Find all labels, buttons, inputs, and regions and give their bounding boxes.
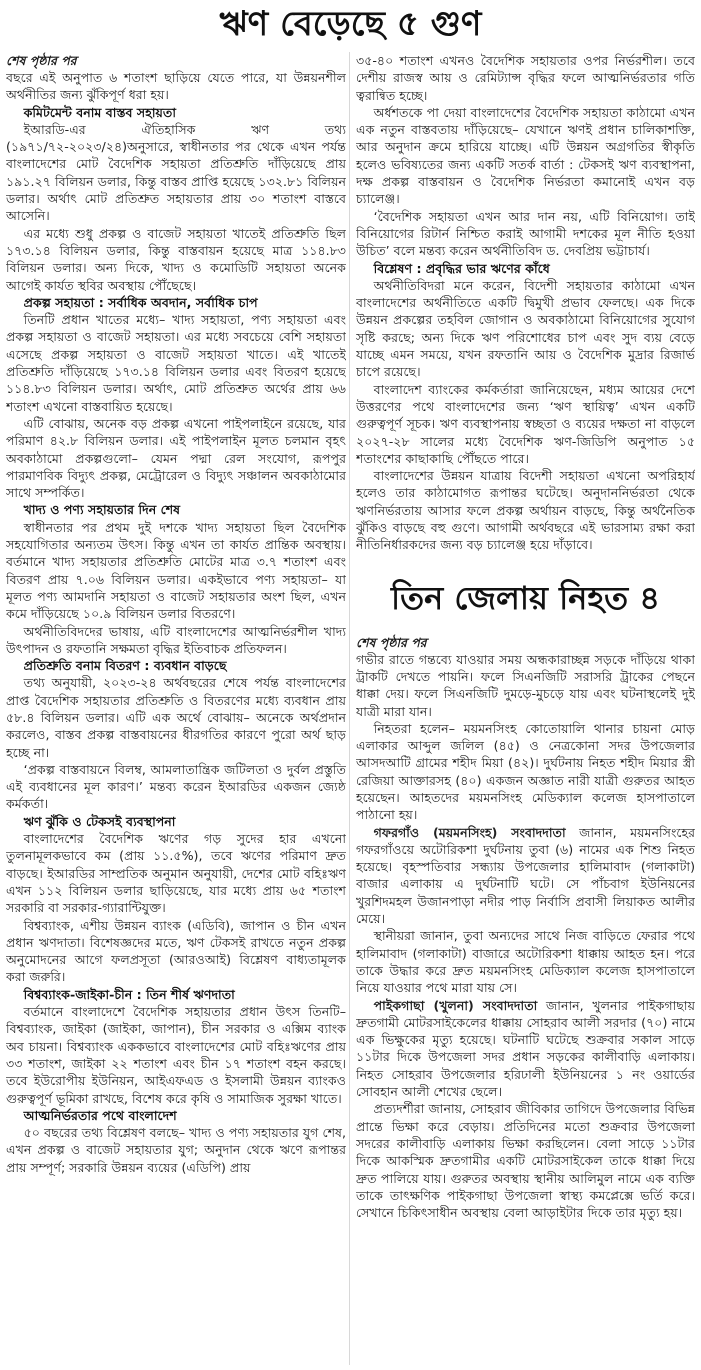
dateline-lead: পাইকগাছা (খুলনা) সংবাদদাতা [373, 997, 538, 1013]
paragraph: বিশ্বব্যাংক, এশীয় উন্নয়ন ব্যাংক (এডিবি), জাপান ও চীন এখন প্রধান ঋণদাতা। বিশেষজ্ঞদের মতে, ঋণ টেকসই রাখতে নতুন প্রকল্প অনুমোদনের আগে ফলপ্রসূতা (আরওআই) বিশ্লেষণ বাধ্যতামূলক করা জরুরি। [6, 917, 346, 985]
article2-kicker: শেষ পৃষ্ঠার পর [356, 634, 427, 650]
dateline-lead: গফরগাঁও (ময়মনসিংহ) সংবাদদাতা [373, 824, 566, 840]
paragraph: ইআরডি-এর ঐতিহাসিক ঋণ তথ্য (১৯৭১/৭২-২০২৩/২৪)অনুসারে, স্বাধীনতার পর থেকে এখন পর্যন্ত বাংলাদেশের মোট বৈদেশিক সহায়তা প্রতিশ্রুতি দাঁড়িয়েছে প্রায় ১৯১.২৭ বিলিয়ন ডলার, কিন্তু বাস্তব প্রাপ্তি হয়েছে ১৩২.৮১ বিলিয়ন ডলার। অর্থাৎ মোট প্রতিশ্রুত সহায়তার প্রায় ৩০ শতাংশ বাস্তবে আসেনি। [6, 121, 346, 224]
paragraph: বাংলাদেশের বৈদেশিক ঋণের গড় সুদের হার এখনো তুলনামূলকভাবে কম (প্রায় ১১.৫%), তবে ঋণের পরিমাণ দ্রুত বাড়ছে। ইআরডির সাম্প্রতিক অনুমান অনুযায়ী, দেশের মোট বহিঃঋণ এখন ১১২ বিলিয়ন ডলার ছাড়িয়েছে, যার মধ্যে প্রায় ৬৫ শতাংশ সরকারি বা সরকার-গ্যারান্টিযুক্ত। [6, 831, 346, 916]
section-subheading: প্রতিশ্রুতি বনাম বিতরণ : ব্যবধান বাড়ছে [23, 658, 227, 674]
right-column [356, 52, 695, 1368]
paragraph: অর্থনীতিবিদদের ভাষায়, এটি বাংলাদেশের আত্মনির্ভরশীল খাদ্য উৎপাদন ও রফতানি সক্ষমতা বৃদ্ধির ইতিবাচক প্রতিফলন। [6, 623, 346, 656]
column-divider [349, 52, 350, 1365]
article1-kicker: শেষ পৃষ্ঠার পর [6, 53, 77, 68]
paragraph: ৫০ বছরের তথ্য বিশ্লেষণ বলছে– খাদ্য ও পণ্য সহায়তার যুগ শেষ, এখন প্রকল্প ও বাজেট সহায়তার যুগ; অনুদান থেকে ঋণে রূপান্তর প্রায় সম্পূর্ণ; সরকারি উন্নয়ন ব্যয়ের (এডিপি) প্রায় [6, 1125, 346, 1175]
paragraph: অর্থনীতিবিদরা মনে করেন, বিদেশী সহায়তার কাঠামো এখন বাংলাদেশের অর্থনীতিতে একটি দ্বিমুখী প্রভাব ফেলছে। এক দিকে উন্নয়ন প্রকল্পের তহবিল জোগান ও অবকাঠামো বিনিয়োগের সুযোগ সৃষ্টি করছে; অন্য দিকে ঋণ পরিশোধের চাপ এবং সুদ ব্যয় বেড়ে যাচ্ছে এমন সময়ে, যখন রফতানি আয় ও বৈদেশিক মুদ্রার রিজার্ভ চাপে রয়েছে। [356, 277, 695, 380]
article1-left-column [6, 52, 346, 1368]
paragraph: নিহতরা হলেন– ময়মনসিংহ কোতোয়ালি থানার চায়না মোড় এলাকার আব্দুল জলিল (৪৫) ও নেত্রকোনা সদর উপজেলার আসদআটি গ্রামের শহীদ মিয়া (৪২)। দুর্ঘটনায় নিহত শহীদ মিয়ার স্ত্রী রেজিয়া আক্তারসহ (৪০) একজন অজ্ঞাত নারী যাত্রী গুরুতর আহত হয়েছেন। আহতদের ময়মনসিংহ মেডিক্যাল কলেজ হাসপাতালে পাঠানো হয়। [356, 720, 695, 823]
paragraph: স্থানীয়রা জানান, তুবা অন্যদের সাথে নিজ বাড়িতে ফেরার পথে হালিমাবাদ (গলাকাটা) বাজারে অটোরিকশা ধাক্কায় আহত হন। পরে তাকে উদ্ধার করে দ্রুত ময়মনসিংহ মেডিক্যাল কলেজ হাসপাতালে নিয়ে যাওয়ার পথে মারা যায় সে। [356, 928, 695, 996]
paragraph-text: জানান, খুলনার পাইকগাছায় দ্রুতগামী মোটরসাইকেলের ধাক্কায় সোহরাব আলী সরদার (৭০) নামে এক ভিক্ষুকের মৃত্যু হয়েছে। ঘটনাটি ঘটেছে শুক্রবার সকাল সাড়ে ১১টার দিকে উপজেলা সদর প্রধান সড়কের কালীবাড়ি এলাকায়। নিহত সোহরাব উপজেলার হরিঢালী ইউনিয়নের ১ নং ওয়ার্ডের সোবহান আলী শেখের ছেলে। [356, 997, 695, 1100]
article2 [356, 576, 695, 1222]
paragraph: বাংলাদেশের উন্নয়ন যাত্রায় বিদেশী সহায়তা এখনো অপরিহার্য হলেও তার কাঠামোগত রূপান্তর ঘটেছে। অনুদাননির্ভরতা থেকে ঋণনির্ভরতায় আসার ফলে প্রকল্প অর্থায়ন বাড়ছে, কিন্তু অর্থনৈতিক ঝুঁকিও বাড়ছে বহু গুণে। আগামী অর্থবছরে এই ভারসাম্য রক্ষা করা নীতিনির্ধারকদের জন্য বড় চ্যালেঞ্জ হয়ে দাঁড়াবে। [356, 468, 695, 553]
paragraph [356, 997, 695, 1101]
article1-left-body [6, 69, 346, 1176]
paragraph: প্রত্যদর্শীরা জানায়, সোহরাব জীবিকার তাগিদে উপজেলার বিভিন্ন প্রান্তে ভিক্ষা করে বেড়ায়। প্রতিদিনের মতো শুক্রবার উপজেলা সদরের কালীবাড়ি এলাকায় ভিক্ষা করছিলেন। বেলা সাড়ে ১১টার দিকে আকস্মিক দ্রুতগামীর একটি মোটরসাইকেল তাকে ধাক্কা দিয়ে দ্রুত পালিয়ে যায়। গুরুতর অবস্থায় স্থানীয় আলিমুল নামে এক ব্যক্তি তাকে তাৎক্ষণিক পাইকগাছা উপজেলা স্বাস্থ্য কমপ্লেক্সে ভর্তি করে। সেখানে চিকিৎসাধীন অবস্থায় বেলা আড়াইটার দিকে তার মৃত্যু হয়। [356, 1101, 695, 1221]
section-subheading: বিশ্লেষণ : প্রবৃদ্ধির ভার ঋণের কাঁধে [373, 260, 550, 276]
article1-headline: ঋণ বেড়েছে ৫ গুণ [219, 4, 482, 44]
section-subheading: খাদ্য ও পণ্য সহায়তার দিন শেষ [23, 502, 181, 518]
paragraph [356, 824, 695, 928]
paragraph: তিনটি প্রধান খাতের মধ্যে– খাদ্য সহায়তা, পণ্য সহায়তা এবং প্রকল্প সহায়তা ও বাজেট সহায়তা। এর মধ্যে সবচেয়ে বেশি সহায়তা এসেছে প্রকল্প সহায়তা ও বাজেট সহায়তা খাতে। এই খাতেই প্রতিশ্রুতি দাঁড়িয়েছে ১৭৩.১৪ বিলিয়ন ডলার এবং বিতরণ হয়েছে ১১৪.৮৩ বিলিয়ন ডলার। অর্থাৎ, মোট প্রতিশ্রুত অর্থের প্রায় ৬৬ শতাংশ এখনো বাস্তবায়িত হয়েছে। [6, 312, 346, 414]
paragraph: ৩৫-৪০ শতাংশ এখনও বৈদেশিক সহায়তার ওপর নির্ভরশীল। তবে দেশীয় রাজস্ব আয় ও রেমিট্যান্স বৃদ্ধির ফলে আত্মনির্ভরতার গতি ত্বরান্বিত হচ্ছে। [356, 53, 695, 103]
paragraph-text: জানান, ময়মনসিংহের গফরগাঁওয়ে অটোরিকশা দুর্ঘটনায় তুবা (৬) নামের এক শিশু নিহত হয়েছে। বৃহস্পতিবার সন্ধ্যায় উপজেলার হালিমাবাদ (গলাকাটা) বাজার এলাকায় এ দুর্ঘটনাটি ঘটে। সে পাঁচবাগ ইউনিয়নের খুরশিদমহল উজানপাড়া নদীর পাড় নির্বাসি প্রবাসী লিয়াকত আলীর মেয়ে। [356, 824, 695, 927]
paragraph: বর্তমানে বাংলাদেশে বৈদেশিক সহায়তার প্রধান উৎস তিনটি– বিশ্বব্যাংক, জাইকা (জাইকা, জাপান), চীন সরকার ও এক্সিম ব্যাংক অব চায়না। বিশ্বব্যাংক এককভাবে বাংলাদেশের মোট বহিঃঋণের প্রায় ৩৩ শতাংশ, জাইকা ২২ শতাংশ এবং চীন ১৭ শতাংশ বহন করছে। তবে ইউরোপীয় ইউনিয়ন, আইএফএড ও ইসলামী উন্নয়ন ব্যাংকও গুরুত্বপূর্ণ ভূমিকা রাখছে, বিশেষ করে কৃষি ও সামাজিক সুরক্ষা খাতে। [6, 1004, 346, 1106]
section-subheading: আত্মনির্ভরতার পথে বাংলাদেশ [23, 1107, 177, 1123]
paragraph: বাংলাদেশ ব্যাংকের কর্মকর্তারা জানিয়েছেন, মধ্যম আয়ের দেশে উত্তরণের পথে বাংলাদেশের জন্য ‘ঋণ স্থায়িত্ব’ এখন একটি গুরুত্বপূর্ণ সূচক। ঋণ ব্যবস্থাপনায় স্বচ্ছতা ও ব্যয়ের দক্ষতা না বাড়লে ২০২৭-২৮ সালের মধ্যে বৈদেশিক ঋণ-জিডিপি অনুপাত ১৫ শতাংশের কাছাকাছি পৌঁছতে পারে। [356, 381, 695, 466]
paragraph: তথ্য অনুযায়ী, ২০২৩-২৪ অর্থবছরের শেষে পর্যন্ত বাংলাদেশের প্রাপ্ত বৈদেশিক সহায়তার প্রতিশ্রুতি ও বিতরণের মধ্যে ব্যবধান প্রায় ৫৮.৪ বিলিয়ন ডলার। এটি এক অর্থে বোঝায়– অনেকে অর্থপ্রদান করলেও, বাস্তব প্রকল্প বাস্তবায়নের ধীরগতির কারণে পুরো অর্থ ছাড় হচ্ছে না। [6, 675, 346, 760]
paragraph: ‘প্রকল্প বাস্তবায়নে বিলম্ব, আমলাতান্ত্রিক জটিলতা ও দুর্বল প্রস্তুতি এই ব্যবধানের মূল কারণ।’ মন্তব্য করেন ইআরডির একজন জ্যেষ্ঠ কর্মকর্তা। [6, 761, 346, 812]
section-subheading: প্রকল্প সহায়তা : সর্বাধিক অবদান, সর্বাধিক চাপ [23, 294, 258, 310]
paragraph: বছরে এই অনুপাত ৬ শতাংশ ছাড়িয়ে যেতে পারে, যা উন্নয়নশীল অর্থনীতির জন্য ঝুঁকিপূর্ণ ধরা হয়। [6, 70, 346, 103]
article1-right-body [356, 52, 695, 554]
article2-headline: তিন জেলায় নিহত ৪ [390, 578, 661, 617]
paragraph: গভীর রাতে গন্তব্যে যাওয়ার সময় অন্ধকারাচ্ছন্ন সড়কে দাঁড়িয়ে থাকা ট্রাকটি দেখতে পায়নি। ফলে সিএনজিটি সরাসরি ট্রাকের পেছনে ধাক্কা দেয়। ফলে সিএনজিটি দুমড়ে-মুচড়ে যায় এবং ঘটনাস্থলেই দুই যাত্রী মারা যান। [356, 651, 695, 719]
paragraph: এর মধ্যে শুধু প্রকল্প ও বাজেট সহায়তা খাতেই প্রতিশ্রুতি ছিল ১৭৩.১৪ বিলিয়ন ডলার, কিন্তু বাস্তবায়ন হয়েছে মাত্র ১১৪.৮৩ বিলিয়ন ডলার। অন্য দিকে, খাদ্য ও কমোডিটি সহায়তা অনেক আগেই কার্যত স্থবির অবস্থায় পৌঁছেছে। [6, 225, 346, 293]
section-subheading: ঋণ ঝুঁকি ও টেকসই ব্যবস্থাপনা [23, 813, 176, 829]
paragraph: অর্ধশতকে পা দেয়া বাংলাদেশের বৈদেশিক সহায়তা কাঠামো এখন এক নতুন বাস্তবতায় দাঁড়িয়েছে– যেখানে ঋণই প্রধান চালিকাশক্তি, আর অনুদান ক্রমে হারিয়ে যাচ্ছে। এটি উন্নয়ন অগ্রগতির স্বীকৃতি হলেও ভবিষ্যতের জন্য একটি সতর্ক বার্তা : টেকসই ঋণ ব্যবস্থাপনা, দক্ষ প্রকল্প বাস্তবায়ন ও বৈদেশিক নির্ভরতা কমানোই এখন বড় চ্যালেঞ্জ। [356, 104, 695, 207]
paragraph: ‘বৈদেশিক সহায়তা এখন আর দান নয়, এটি বিনিয়োগ। তাই বিনিয়োগের রিটার্ন নিশ্চিত করাই আগামী দশকের মূল নীতি হওয়া উচিত’ বলে মন্তব্য করেন অর্থনীতিবিদ ড. দেবপ্রিয় ভট্টাচার্য। [356, 208, 695, 259]
section-subheading: কমিটমেন্ট বনাম বাস্তব সহায়তা [23, 104, 177, 120]
section-subheading: বিশ্বব্যাংক-জাইকা-চীন : তিন শীর্ষ ঋণদাতা [23, 986, 235, 1002]
paragraph: স্বাধীনতার পর প্রথম দুই দশকে খাদ্য সহায়তা ছিল বৈদেশিক সহযোগিতার অন্যতম উৎস। কিন্তু এখন তা কার্যত প্রান্তিক অবস্থায়। বর্তমানে খাদ্য সহায়তার প্রতিশ্রুতি মোটের মাত্র ৩.৭ শতাংশ এবং বিতরণ প্রায় ৭.০৬ বিলিয়ন ডলার। একইভাবে পণ্য সহায়তা– যা মূলত পণ্য আমদানি সহায়তা ও বাজেট সহায়তার অংশ ছিল, এখন কমে দাঁড়িয়েছে ১০.৯ বিলিয়ন ডলার বিতরণে। [6, 519, 346, 622]
paragraph: এটি বোঝায়, অনেক বড় প্রকল্প এখনো পাইপলাইনে রয়েছে, যার পরিমাণ ৪২.৮ বিলিয়ন ডলার। এই পাইপলাইন মূলত চলমান বৃহৎ অবকাঠামো প্রকল্পগুলো– যেমন পদ্মা রেল সংযোগ, রূপপুর পারমাণবিক বিদ্যুৎ প্রকল্প, মেট্রোরেল ও বিদ্যুৎ সঞ্চালন অবকাঠামোর সাথে সম্পর্কিত। [6, 415, 346, 501]
article2-body [356, 651, 695, 1222]
